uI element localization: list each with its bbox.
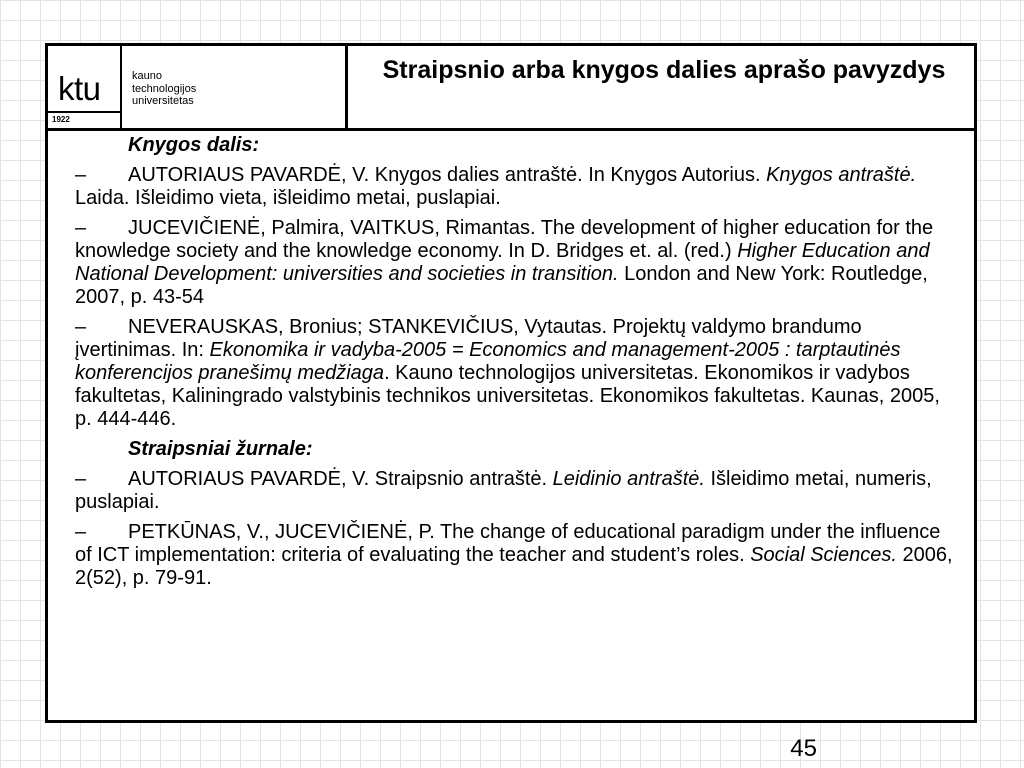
reference-text: NEVERAUSKAS, Bronius; STANKEVIČIUS, Vytautas. Projektų valdymo brandumo įvertinimas. In: [75, 316, 862, 361]
logo-line-1: kauno [132, 70, 162, 82]
ktu-logo [48, 46, 122, 128]
dash-bullet: – [75, 468, 87, 490]
section-heading: Straipsniai žurnale: [128, 438, 313, 460]
dash-bullet: – [75, 164, 87, 186]
reference-text: PETKŪNAS, V., JUCEVIČIENĖ, P. The change of educational paradigm under the influence of ICT implementation: criteria of evaluating the teacher and student’s roles. [75, 521, 941, 566]
reference-entry [75, 316, 960, 431]
page-title: Straipsnio arba knygos dalies aprašo pavyzdys [382, 56, 946, 84]
reference-text: 2006, 2(52), p. 79-91. [75, 544, 953, 589]
reference-list [75, 134, 960, 597]
reference-title-italic: Leidinio antraštė. [552, 468, 705, 490]
logo-year: 1922 [48, 111, 120, 124]
section-heading: Knygos dalis: [128, 134, 260, 156]
reference-text: Laida. Išleidimo vieta, išleidimo metai, puslapiai. [75, 187, 501, 209]
dash-bullet: – [75, 217, 87, 239]
reference-title-italic: Higher Education and National Development: universities and societies in transition. [75, 240, 930, 285]
reference-entry [75, 164, 960, 210]
logo-line-3: universitetas [132, 95, 194, 107]
reference-text: AUTORIAUS PAVARDĖ, V. Straipsnio antraštė. [128, 468, 553, 490]
reference-entry [75, 217, 960, 309]
reference-text: Išleidimo metai, numeris, puslapiai. [75, 468, 932, 513]
reference-text: . Kauno technologijos universitetas. Ekonomikos ir vadybos fakultetas, Kaliningrado valstybinis technikos universitetas. Ekonomikos fakultetas. Kaunas, 2005, p. 444-446. [75, 362, 940, 430]
logo-line-2: technologijos [132, 82, 197, 95]
page-number: 45 [790, 735, 817, 762]
reference-title-italic: Knygos antraštė. [766, 164, 917, 186]
reference-entry [75, 521, 960, 590]
reference-title-italic: Social Sciences. [750, 544, 897, 566]
title-box [345, 43, 980, 128]
reference-text: London and New York: Routledge, 2007, p. 43-54 [75, 263, 928, 308]
reference-text: AUTORIAUS PAVARDĖ, V. Knygos dalies antraštė. In Knygos Autorius. [128, 164, 767, 186]
logo-university-name [132, 70, 196, 108]
reference-title-italic: Ekonomika ir vadyba-2005 = Economics and management-2005 : tarptautinės konferencijos pranešimų medžiaga [75, 339, 901, 384]
dash-bullet: – [75, 316, 87, 338]
reference-text: JUCEVIČIENĖ, Palmira, VAITKUS, Rimantas. The development of higher education for the knowledge society and the knowledge economy. In D. Bridges et. al. (red.) [75, 217, 934, 262]
slide-frame [45, 43, 977, 723]
header-divider [48, 128, 974, 131]
reference-entry [75, 468, 960, 514]
dash-bullet: – [75, 521, 87, 543]
logo-abbr: ktu [58, 70, 101, 107]
